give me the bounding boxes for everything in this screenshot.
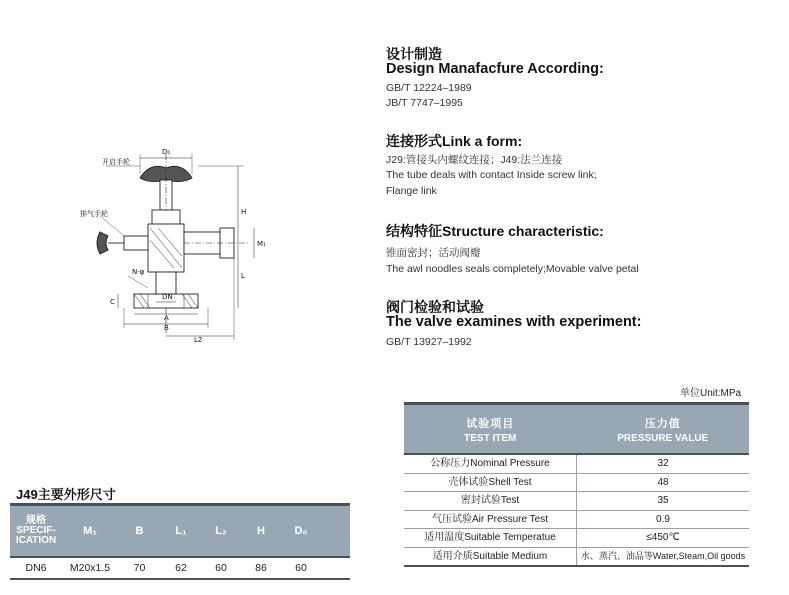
label-open-handwheel: 开启手轮 (102, 158, 130, 166)
experiment-title-en: The valve examines with experiment: (386, 314, 642, 330)
table-row: DN6 M20x1.5 70 62 60 86 60 (25, 562, 307, 574)
valve-drawing (78, 128, 308, 343)
table-row: 适用温度Suitable Temperatue ≤450℃ (404, 529, 749, 548)
link-title: 连接形式Link a form: (386, 133, 523, 149)
table-row: 气压试验Air Pressure Test 0.9 (404, 511, 749, 530)
l2-header: L₂ (215, 525, 227, 537)
label-l: L (241, 272, 245, 280)
label-a: A (164, 314, 169, 322)
bleed-handwheel-shape (97, 232, 108, 254)
pressure-value-header: 压力值 PRESSURE VALUE (617, 417, 709, 444)
link-line-en2: Flange link (386, 185, 437, 197)
label-c: C (110, 298, 115, 306)
design-title-en: Design Manafacfure According: (386, 61, 604, 77)
b-header: B (135, 525, 144, 537)
test-table-header (404, 405, 749, 453)
structure-line-en: The awl noodles seals completely;Movable valve petal (386, 263, 639, 275)
design-standard-2: JB/T 7747–1995 (386, 97, 463, 109)
table-row: 适用介质Suitable Medium 水、蒸汽、油品等Water,Steam,Oil goods (404, 548, 749, 566)
spec-header: 规格 SPECIF- ICATION (15, 515, 57, 546)
experiment-standard: GB/T 13927–1992 (386, 336, 472, 348)
unit-label: 单位Unit:MPa (680, 388, 742, 399)
dim-table-header (10, 506, 350, 556)
d0-header: D₀ (294, 525, 308, 537)
link-line-en1: The tube deals with contact Inside screw link; (386, 169, 597, 181)
structure-title: 结构特征Structure characteristic: (386, 223, 604, 239)
label-d0: D₀ (162, 148, 171, 156)
label-b: B (164, 324, 169, 332)
design-title-zh: 设计制造 (386, 46, 442, 62)
m1-header: M₁ (83, 525, 97, 537)
link-line-zh: J29:管接头内螺纹连接；J49:法兰连接 (386, 154, 563, 166)
dim-table (10, 503, 350, 580)
design-standard-1: GB/T 12224–1989 (386, 82, 472, 94)
l1-header: L₁ (175, 525, 187, 537)
test-table (404, 402, 749, 567)
h-header: H (257, 525, 265, 537)
label-bleed-handwheel: 排气手轮 (80, 210, 108, 218)
label-l2: L2 (194, 336, 203, 343)
label-n-phi: N-φ (132, 268, 145, 276)
table-row: 壳体试验Shell Test 48 (404, 474, 749, 493)
label-h: H (241, 208, 247, 216)
experiment-title-zh: 阀门检验和试验 (386, 299, 484, 315)
table-row: 公称压力Nominal Pressure 32 (404, 455, 749, 474)
table-row: 密封试验Test 35 (404, 492, 749, 511)
label-m1: M₁ (257, 240, 266, 248)
valve-drawing-svg (78, 128, 308, 343)
dim-table-title: J49主要外形尺寸 (16, 487, 116, 502)
structure-line-zh: 锥面密封；活动阀瓣 (386, 247, 481, 259)
label-dn: DN (162, 293, 173, 301)
test-item-header: 试验项目 TEST ITEM (464, 417, 517, 444)
